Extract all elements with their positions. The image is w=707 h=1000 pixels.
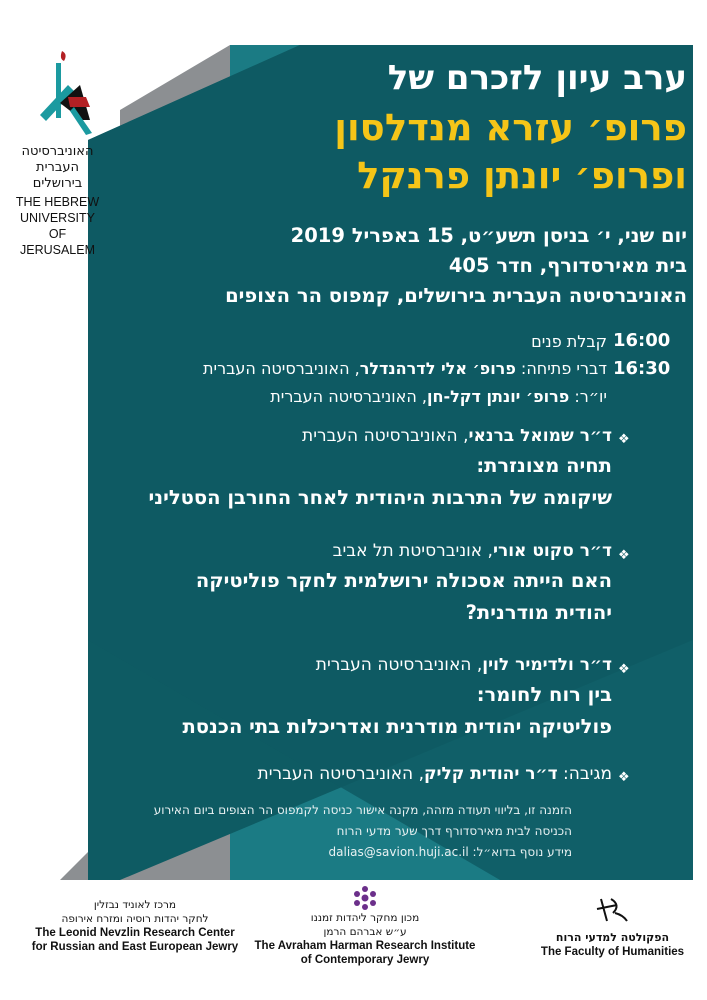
talk-2 bbox=[52, 537, 612, 629]
notes bbox=[52, 800, 572, 863]
humanities-english: The Faculty of Humanities bbox=[540, 946, 685, 958]
bullet-icon: ❖ bbox=[618, 662, 630, 677]
chair-prefix: יו״ר: bbox=[569, 387, 607, 406]
respondent-prefix: מגיבה: bbox=[557, 764, 612, 784]
harman-hebrew-line: מכון מחקר ליהדות זמננו bbox=[310, 912, 420, 924]
talk-title-line: יהודית מודרנית? bbox=[465, 601, 612, 624]
note-line: הכניסה לבית מאירסדורף דרך שער מדעי הרוח bbox=[336, 824, 572, 838]
schedule-text: קבלת פנים bbox=[531, 332, 607, 351]
opening-remarks bbox=[87, 356, 607, 382]
email-link[interactable]: dalias@savion.huji.ac.il bbox=[328, 845, 469, 859]
note-line: הזמנה זו, בליווי תעודה מזהה, מקנה אישור כניסה לקמפוס הר הצופים ביום האירוע bbox=[153, 803, 572, 817]
event-venue: בית מאירסדורף, חדר 405 bbox=[448, 254, 687, 277]
harman-english-line: of Contemporary Jewry bbox=[300, 954, 430, 966]
bullet-icon: ❖ bbox=[618, 432, 630, 447]
talk-title-line: פוליטיקה יהודית מודרנית ואדריכלות בתי הכנסת bbox=[182, 715, 612, 738]
logo-hebrew-line: העברית bbox=[36, 160, 79, 175]
logo-english-line: THE HEBREW bbox=[15, 195, 100, 209]
event-date: יום שני, י׳ בניסן תשע״ט, 15 באפריל 2019 bbox=[290, 224, 687, 247]
bullet-icon: ❖ bbox=[618, 548, 630, 563]
respondent-name: ד״ר יהודית קליק bbox=[423, 764, 558, 784]
talk-3 bbox=[52, 651, 612, 743]
logo-english-line: OF JERUSALEM bbox=[19, 227, 96, 257]
talk-1 bbox=[52, 422, 612, 514]
note-line-email bbox=[52, 842, 572, 863]
note-email-prefix: מידע נוסף בדוא״ל: bbox=[468, 845, 572, 859]
opening-speaker: פרופ׳ אלי לדרהנדלר bbox=[359, 359, 516, 378]
event-campus: האוניברסיטה העברית בירושלים, קמפוס הר הצופים bbox=[225, 284, 687, 307]
respondent-line bbox=[52, 760, 612, 788]
nevzlin-hebrew-line: לחקר יהדות רוסיה ומזרח אירופה bbox=[61, 913, 209, 925]
speaker-affiliation: , האוניברסיטה העברית bbox=[315, 655, 483, 675]
chair-affiliation: , האוניברסיטה העברית bbox=[270, 387, 427, 406]
harman-logo-icon bbox=[352, 885, 378, 911]
speaker-affiliation: , האוניברסיטה העברית bbox=[302, 426, 469, 446]
speaker-affiliation: , אוניברסיטת תל אביב bbox=[332, 541, 493, 561]
schedule-time: 16:00 bbox=[613, 330, 671, 351]
speaker-name: ד״ר ולדימיר לוין bbox=[482, 655, 612, 675]
schedule-time: 16:30 bbox=[613, 358, 671, 379]
logo-english-line: UNIVERSITY bbox=[19, 211, 95, 225]
speaker-name: ד״ר שמואל ברנאי bbox=[468, 426, 612, 446]
harman-english-line: The Avraham Harman Research Institute bbox=[254, 940, 476, 952]
header-line-3: ופרופ׳ יונתן פרנקל bbox=[357, 154, 687, 197]
footer-nevzlin bbox=[30, 898, 240, 954]
huji-emblem-icon bbox=[10, 45, 105, 140]
opening-prefix: דברי פתיחה: bbox=[515, 359, 607, 378]
bullet-icon: ❖ bbox=[618, 770, 630, 785]
nevzlin-hebrew-line: מרכז לאוניד נבזלין bbox=[93, 899, 177, 911]
chair-name: פרופ׳ יונתן דקל-חן bbox=[426, 387, 570, 406]
speaker-name: ד״ר סקוט אורי bbox=[492, 541, 612, 561]
respondent-affiliation: , האוניברסיטה העברית bbox=[257, 764, 424, 784]
humanities-hebrew: הפקולטה למדעי הרוח bbox=[555, 931, 670, 944]
harman-hebrew-line: ע״ש אברהם הרמן bbox=[323, 926, 407, 938]
opening-affiliation: , האוניברסיטה העברית bbox=[203, 359, 360, 378]
talk-title-line: שיקומה של התרבות היהודית לאחר החורבן הסטליני bbox=[148, 486, 612, 509]
footer-humanities bbox=[530, 895, 695, 959]
header-line-2: פרופ׳ עזרא מנדלסון bbox=[334, 106, 687, 149]
talk-title-line: תחיה מצונזרת: bbox=[476, 454, 612, 477]
nevzlin-english-line: The Leonid Nevzlin Research Center bbox=[35, 927, 235, 939]
talk-title-line: בין רוח לחומר: bbox=[476, 683, 612, 706]
humanities-logo-icon bbox=[593, 895, 633, 925]
chair-line bbox=[87, 384, 607, 410]
footer-harman bbox=[250, 885, 480, 967]
huji-logo bbox=[10, 45, 105, 258]
logo-hebrew-line: בירושלים bbox=[32, 176, 83, 191]
logo-hebrew-line: האוניברסיטה bbox=[21, 144, 94, 159]
header-line-1: ערב עיון לזכרם של bbox=[387, 58, 687, 98]
nevzlin-english-line: for Russian and East European Jewry bbox=[31, 941, 239, 953]
talk-title-line: האם הייתה אסכולה ירושלמית לחקר פוליטיקה bbox=[195, 569, 612, 592]
